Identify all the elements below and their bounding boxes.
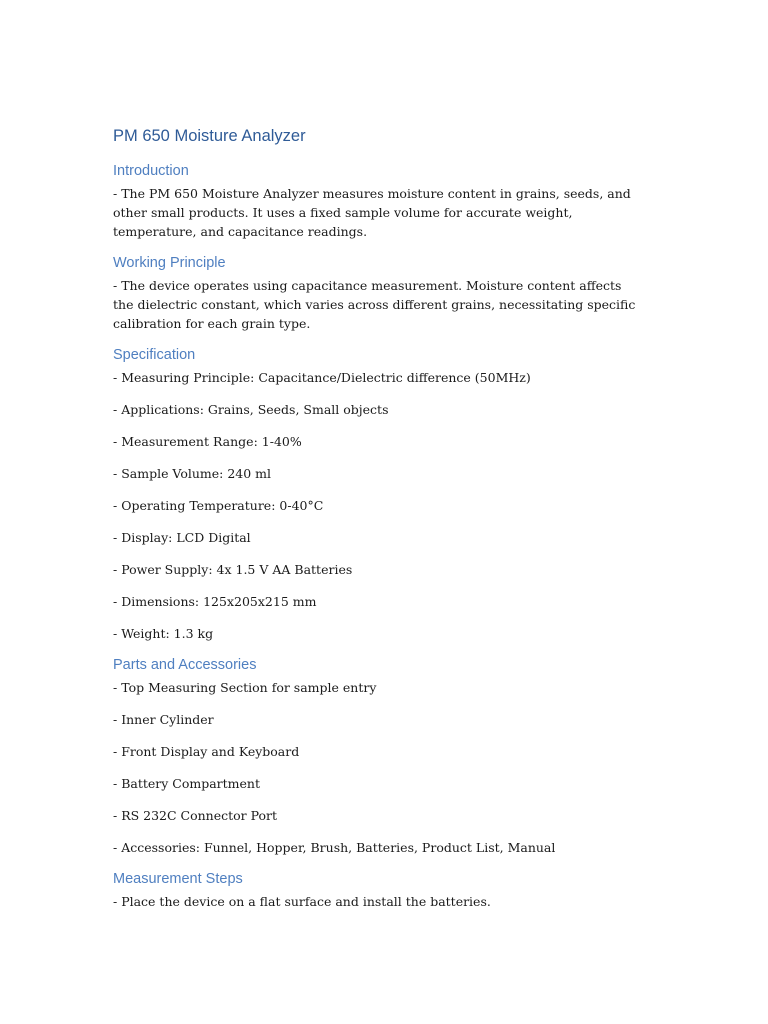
list-item: - Applications: Grains, Seeds, Small objects [113,402,389,417]
list-item: - Inner Cylinder [113,712,214,727]
section-introduction [113,162,643,241]
list-item: - Weight: 1.3 kg [113,626,214,641]
list-item: - Front Display and Keyboard [113,744,300,759]
section-parts-and-accessories [113,656,643,857]
section-specification [113,346,643,643]
document-title: PM 650 Moisture Analyzer [113,127,306,145]
list-item: - Sample Volume: 240 ml [113,466,272,481]
section-working-principle [113,254,643,333]
list-item: - Measurement Range: 1-40% [113,434,302,449]
list-item: - RS 232C Connector Port [113,808,278,823]
section-heading-parts-and-accessories: Parts and Accessories [113,657,257,673]
list-item: - Measuring Principle: Capacitance/Dielectric difference (50MHz) [113,370,531,385]
list-item: - Place the device on a flat surface and install the batteries. [113,894,491,909]
section-heading-specification: Specification [113,347,196,363]
list-item: - Accessories: Funnel, Hopper, Brush, Batteries, Product List, Manual [113,840,556,855]
list-item: - Power Supply: 4x 1.5 V AA Batteries [113,562,353,577]
list-item: - Battery Compartment [113,776,261,791]
list-item: - Dimensions: 125x205x215 mm [113,594,317,609]
introduction-paragraph: - The PM 650 Moisture Analyzer measures moisture content in grains, seeds, and other small products. It uses a fixed sample volume for accurate weight, temperature, and capacitance readings. [113,186,631,239]
list-item: - Operating Temperature: 0-40°C [113,498,324,513]
section-measurement-steps [113,870,643,911]
section-heading-introduction: Introduction [113,163,189,179]
section-heading-measurement-steps: Measurement Steps [113,871,243,887]
list-item: - Top Measuring Section for sample entry [113,680,377,695]
list-item: - Display: LCD Digital [113,530,251,545]
measurement-steps-list [113,892,643,911]
document-page [113,126,643,924]
section-heading-working-principle: Working Principle [113,255,226,271]
specification-list [113,368,643,643]
working-principle-paragraph: - The device operates using capacitance measurement. Moisture content affects the dielectric constant, which varies across different grains, necessitating specific calibration for each grain type. [113,278,636,331]
parts-and-accessories-list [113,678,643,857]
